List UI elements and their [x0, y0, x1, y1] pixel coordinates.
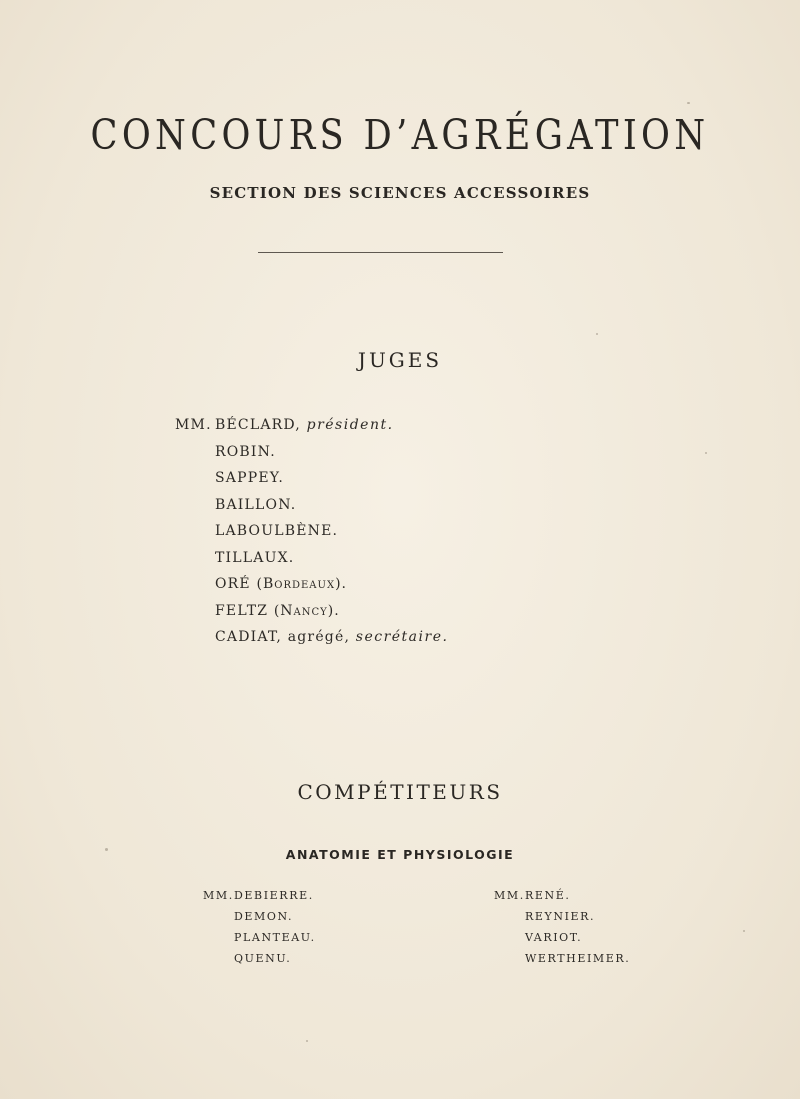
competitor-row	[494, 927, 630, 948]
judge-detail: agrégé,	[287, 629, 351, 645]
judge-name: ORÉ	[215, 576, 251, 592]
judge-name: LABOULBÈNE.	[215, 523, 339, 539]
judge-name: SAPPEY.	[215, 470, 285, 486]
competitor-row	[494, 885, 630, 906]
competitor-prefix: MM.	[203, 889, 234, 902]
judge-role: secrétaire.	[355, 629, 449, 645]
document-subtitle: SECTION DES SCIENCES ACCESSOIRES	[209, 184, 591, 202]
competitors-list-left	[203, 885, 316, 969]
document-title: CONCOURS D’AGRÉGATION	[90, 111, 710, 159]
competitor-name: QUENU.	[234, 952, 292, 965]
specialty-heading: ANATOMIE ET PHYSIOLOGIE	[285, 847, 515, 862]
judge-name: ROBIN.	[215, 443, 276, 460]
competitor-name: PLANTEAU.	[234, 931, 316, 944]
judge-name: TILLAUX.	[215, 549, 295, 566]
judges-list	[175, 412, 448, 651]
judge-row	[175, 598, 448, 625]
competitor-name: DEBIERRE.	[234, 889, 314, 902]
competitor-name: DEMON.	[234, 910, 294, 923]
judge-role: président.	[306, 417, 394, 433]
competitor-row	[494, 906, 630, 927]
judge-row	[175, 545, 448, 572]
judge-row	[175, 439, 448, 466]
judge-name: BÉCLARD,	[215, 417, 301, 433]
judge-name: BAILLON.	[215, 496, 297, 513]
competitor-row	[203, 948, 316, 969]
competitor-row	[203, 927, 316, 948]
competitor-row	[203, 885, 316, 906]
competitor-name: RENÉ.	[525, 889, 571, 902]
judge-prefix: MM.	[175, 417, 212, 433]
judge-name: FELTZ	[215, 602, 269, 619]
judge-city: (Bordeaux).	[256, 576, 347, 592]
competitor-prefix: MM.	[494, 889, 525, 902]
competitors-list-right	[494, 885, 630, 969]
competitor-row	[203, 906, 316, 927]
judge-row	[175, 465, 448, 492]
judge-row	[175, 624, 448, 651]
competitor-name: WERTHEIMER.	[525, 952, 631, 965]
judge-row	[175, 492, 448, 519]
horizontal-rule	[258, 252, 503, 253]
judge-row	[175, 412, 448, 439]
competitor-name: REYNIER.	[525, 910, 596, 923]
judge-row	[175, 518, 448, 545]
judge-row	[175, 571, 448, 598]
competitor-name: VARIOT.	[525, 931, 583, 944]
competitor-row	[494, 948, 630, 969]
judge-city: (Nancy).	[273, 602, 340, 619]
judges-heading: JUGES	[357, 348, 443, 372]
competitors-heading: COMPÉTITEURS	[297, 780, 503, 804]
judge-name: CADIAT,	[215, 629, 283, 645]
